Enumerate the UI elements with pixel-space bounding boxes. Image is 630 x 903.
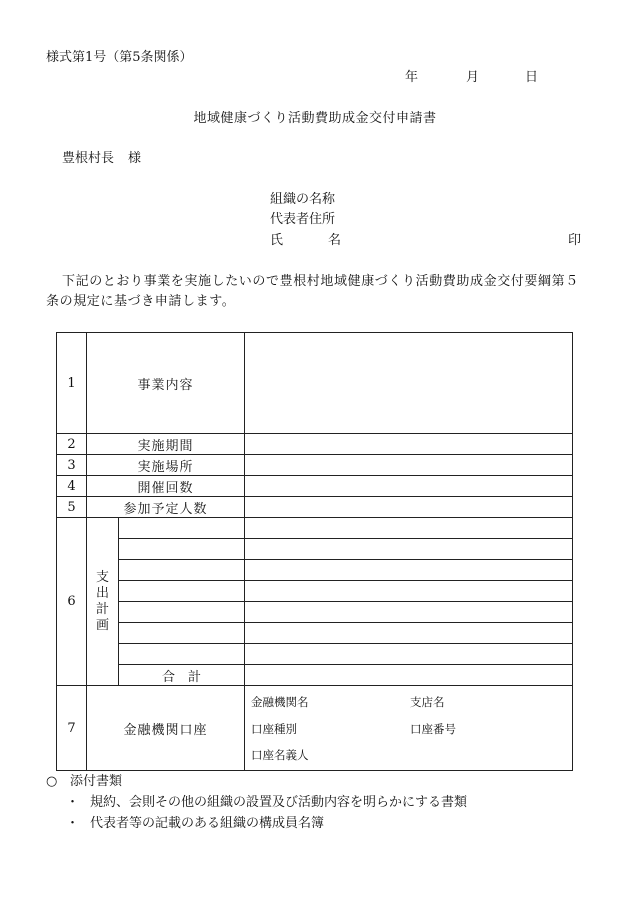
account-number-label: 口座番号: [410, 722, 457, 736]
table-row: [57, 476, 573, 497]
circle-bullet-icon: ○: [46, 774, 58, 789]
expense-amount-field[interactable]: [245, 518, 573, 539]
account-holder-label: 口座名義人: [251, 748, 309, 762]
date-day: 日: [525, 70, 539, 85]
expense-amount-field[interactable]: [245, 602, 573, 623]
attachment-item: [66, 795, 467, 811]
bank-account-label: 金融機関口座: [87, 686, 245, 771]
row-number: 4: [57, 476, 87, 497]
expense-row: [57, 560, 573, 581]
expense-item-field[interactable]: [119, 539, 245, 560]
expense-row: [57, 623, 573, 644]
attachments-heading-text: 添付書類: [70, 774, 123, 789]
row-label: 実施場所: [87, 455, 245, 476]
table-row: [57, 434, 573, 455]
table-row: [57, 333, 573, 434]
rep-address-label: 代表者住所: [270, 212, 336, 227]
addressee-honorific: 様: [128, 151, 142, 166]
org-name-label: 組織の名称: [270, 192, 336, 207]
bank-name-label: 金融機関名: [251, 695, 309, 709]
dot-bullet-icon: ・: [66, 795, 80, 810]
attachments-heading: [46, 774, 122, 790]
expense-row: [57, 581, 573, 602]
session-count-field[interactable]: [245, 476, 573, 497]
expense-row: [57, 602, 573, 623]
date-year: 年: [405, 70, 419, 85]
attachment-item-text: 代表者等の記載のある組織の構成員名簿: [90, 816, 325, 831]
dot-bullet-icon: ・: [66, 816, 80, 831]
expense-total-field[interactable]: [245, 665, 573, 686]
bank-row: [57, 686, 573, 771]
addressee: [62, 151, 141, 167]
expense-item-field[interactable]: [119, 518, 245, 539]
body-text: 下記のとおり事業を実施したいので豊根村地域健康づくり活動費助成金交付要綱第５条の規定に基づき申請します。: [46, 274, 579, 309]
expense-amount-field[interactable]: [245, 581, 573, 602]
expense-item-field[interactable]: [119, 581, 245, 602]
participant-count-field[interactable]: [245, 497, 573, 518]
expense-row: [57, 539, 573, 560]
expense-total-label: 合 計: [119, 665, 245, 686]
expense-item-field[interactable]: [119, 560, 245, 581]
business-content-field[interactable]: [245, 333, 573, 434]
document-title: 地域健康づくり活動費助成金交付申請書: [193, 111, 437, 126]
expense-amount-field[interactable]: [245, 623, 573, 644]
expense-row: [57, 644, 573, 665]
table-row: [57, 455, 573, 476]
row-label: 事業内容: [87, 333, 245, 434]
date-month: 月: [466, 70, 480, 85]
implementation-place-field[interactable]: [245, 455, 573, 476]
row-number: 5: [57, 497, 87, 518]
expense-row: [57, 518, 573, 539]
branch-name-label: 支店名: [410, 695, 445, 709]
expense-item-field[interactable]: [119, 602, 245, 623]
row-number: 7: [57, 686, 87, 771]
seal-mark: 印: [568, 233, 582, 248]
row-number: 2: [57, 434, 87, 455]
application-table: [56, 332, 573, 771]
name-label-1: 氏: [270, 233, 284, 248]
row-label: 開催回数: [87, 476, 245, 497]
expense-amount-field[interactable]: [245, 539, 573, 560]
row-number: 1: [57, 333, 87, 434]
row-number: 6: [57, 518, 87, 686]
addressee-name: 豊根村長: [62, 151, 115, 166]
expense-amount-field[interactable]: [245, 560, 573, 581]
expense-plan-label: 支出計画: [87, 518, 119, 686]
account-type-label: 口座種別: [251, 722, 298, 736]
row-label: 実施期間: [87, 434, 245, 455]
bank-details: [245, 686, 573, 771]
attachment-item-text: 規約、会則その他の組織の設置及び活動内容を明らかにする書類: [90, 795, 468, 810]
row-label: 参加予定人数: [87, 497, 245, 518]
expense-item-field[interactable]: [119, 623, 245, 644]
form-number: 様式第1号（第5条関係）: [46, 50, 193, 65]
row-number: 3: [57, 455, 87, 476]
expense-total-row: [57, 665, 573, 686]
implementation-period-field[interactable]: [245, 434, 573, 455]
attachment-item: [66, 816, 324, 832]
expense-item-field[interactable]: [119, 644, 245, 665]
name-label-2: 名: [328, 233, 342, 248]
expense-amount-field[interactable]: [245, 644, 573, 665]
table-row: [57, 497, 573, 518]
